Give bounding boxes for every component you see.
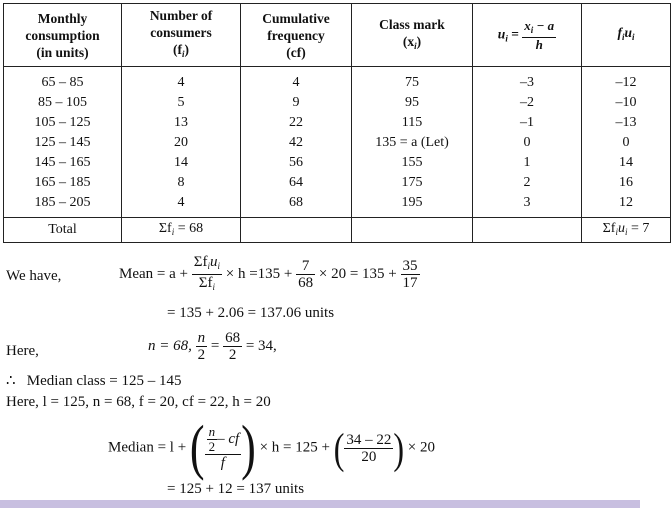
cell: 42 [241,133,352,153]
cell: –10 [582,93,671,113]
cell: 2 [473,173,582,193]
cell: 56 [241,153,352,173]
cell: 13 [122,113,241,133]
sum-fu: $\Sigma f_iu_i = 7$ [582,218,671,243]
median-equation: Median = l + ( $\frac{n}{2}$ – cf f ) × h = 125 + ( $\frac{34 - 22}{20}$ ) × 20 [108,413,435,482]
n-equation: n = 68, $\frac{n}{2}$ = $\frac{68}{2}$ = 34, [148,330,277,363]
cell: 115 [352,113,473,133]
cell: 20 [122,133,241,153]
cell: –13 [582,113,671,133]
cell: 125 – 145 [4,133,122,153]
mean-equation: Mean = a + $\frac{\Sigma f_iu_i}{\Sigma f_i}$ × h =135 + $\frac{7}{68}$ × 20 = 135 + $\frac{35}{17}$ [119,254,420,295]
cell: 175 [352,173,473,193]
cell: 145 – 165 [4,153,122,173]
cell: 185 – 205 [4,193,122,218]
fraction-35-17: $\frac{35}{17}$ [402,258,418,291]
cell: 95 [352,93,473,113]
fraction-7-68: $\frac{7}{68}$ [298,258,314,291]
cell: 14 [582,153,671,173]
fraction-68-2: $\frac{68}{2}$ [225,330,241,363]
given-values-line: Here, l = 125, n = 68, f = 20, cf = 22, h = 20 [6,394,271,410]
cell: 68 [241,193,352,218]
cell: 22 [241,113,352,133]
cell: 195 [352,193,473,218]
sum-fu-over-sum-f: $\frac{\Sigma f_iu_i}{\Sigma f_i}$ [192,254,222,295]
header-u-formula: $u_i$ = $\frac{x_i - a}{h}$ [473,4,582,67]
header-fu: $f_iu_i$ [582,4,671,67]
total-label: Total [4,218,122,243]
cell: 4 [122,67,241,94]
cell: 4 [122,193,241,218]
cell: 5 [122,93,241,113]
median-fraction: $\frac{n}{2}$ – cf f [205,425,242,471]
header-monthly-consumption: Monthly consumption (in units) [4,4,122,67]
cell: –1 [473,113,582,133]
bottom-border [0,500,640,508]
median-class-line: ∴ Median class = 125 – 145 [6,373,182,389]
cell: 75 [352,67,473,94]
cell: 0 [582,133,671,153]
cell: 135 = a (Let) [352,133,473,153]
cell: 64 [241,173,352,193]
cell: –12 [582,67,671,94]
cell: 165 – 185 [4,173,122,193]
mean-result: = 135 + 2.06 = 137.06 units [167,305,335,321]
cell: 0 [473,133,582,153]
fraction-n-2-inner: $\frac{n}{2}$ [208,424,216,454]
we-have-label: We have, [6,268,62,284]
u-formula-fraction: $\frac{x_i - a}{h}$ [524,17,555,52]
cell: 14 [122,153,241,173]
cell: 1 [473,153,582,173]
here-label: Here, [6,343,39,359]
cell: 3 [473,193,582,218]
cell: 16 [582,173,671,193]
median-result: = 125 + 12 = 137 units [167,481,305,497]
cell: 85 – 105 [4,93,122,113]
cell: 4 [241,67,352,94]
cell: 105 – 125 [4,113,122,133]
header-cumulative-frequency: Cumulative frequency (cf) [241,4,352,67]
cell: –3 [473,67,582,94]
cell: 8 [122,173,241,193]
fraction-n-2: $\frac{n}{2}$ [197,330,206,363]
fraction-34-22-20: $\frac{34 - 22}{20}$ [346,431,392,465]
cell: –2 [473,93,582,113]
cell: 65 – 85 [4,67,122,94]
cell: 9 [241,93,352,113]
sum-f: $\Sigma f_i = 68$ [122,218,241,243]
header-number-of-consumers: Number of consumers $(f_i)$ [122,4,241,67]
header-class-mark: Class mark $(x_i)$ [352,4,473,67]
cell: 155 [352,153,473,173]
cell: 12 [582,193,671,218]
